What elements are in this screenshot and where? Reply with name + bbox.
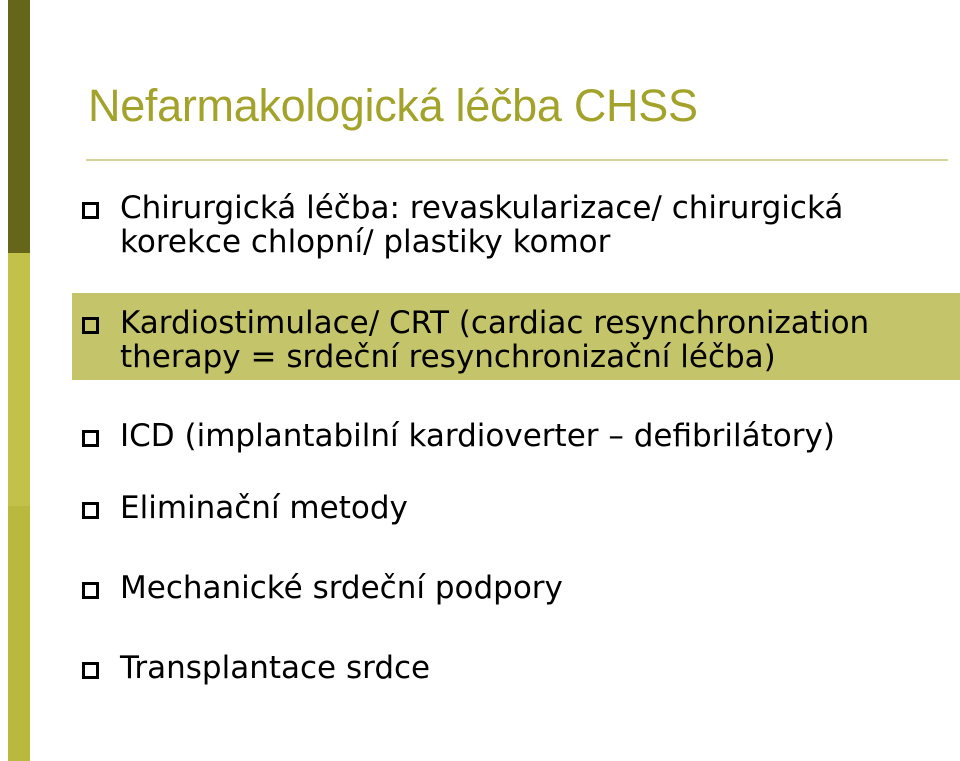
bullet-text [120, 191, 843, 259]
bullet-line: Mechanické srdeční podpory [120, 570, 563, 606]
bullet-line: therapy = srdeční resynchronizační léčba) [120, 339, 776, 375]
bullet-line: Eliminační metody [120, 490, 408, 526]
hollow-square-bullet-icon [82, 582, 99, 599]
left-accent-bar-bottom [8, 506, 30, 761]
bullet-text [120, 651, 430, 685]
bullet-text [120, 491, 408, 525]
hollow-square-bullet-icon [82, 430, 99, 447]
bullet-line: ICD (implantabilní kardioverter – defibrilátory) [120, 418, 835, 454]
bullet-text [120, 419, 835, 453]
left-accent-bar-dark [8, 0, 30, 253]
hollow-square-bullet-icon [82, 502, 99, 519]
bullet-line: Chirurgická léčba: revaskularizace/ chirurgická [120, 190, 844, 226]
slide-title: Nefarmakologická léčba CHSS [88, 80, 698, 131]
bullet-line: korekce chlopní/ plastiky komor [120, 224, 611, 260]
hollow-square-bullet-icon [82, 202, 99, 219]
bullet-line: Transplantace srdce [120, 650, 431, 686]
bullet-text [120, 571, 563, 605]
left-accent-bar-light [8, 253, 30, 761]
hollow-square-bullet-icon [82, 662, 99, 679]
bullet-line: Kardiostimulace/ CRT (cardiac resynchronization [120, 305, 870, 341]
title-divider [86, 159, 948, 161]
bullet-text [120, 306, 869, 374]
hollow-square-bullet-icon [82, 317, 99, 334]
